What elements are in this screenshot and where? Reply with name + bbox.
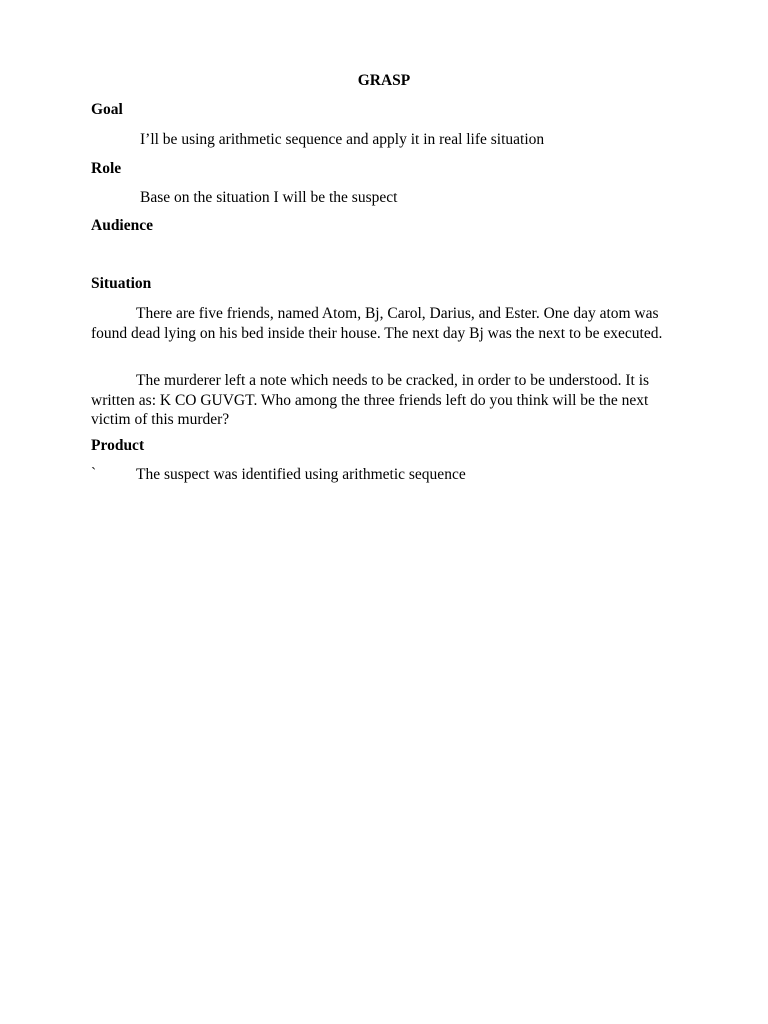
product-heading: Product (91, 437, 145, 454)
audience-heading: Audience (91, 217, 153, 234)
goal-heading: Goal (91, 101, 123, 118)
document-title: GRASP (357, 72, 411, 89)
goal-text: I’ll be using arithmetic sequence and apply it in real life situation (140, 131, 545, 148)
situation-paragraph-1: There are five friends, named Atom, Bj, Carol, Darius, and Ester. One day atom was found dead lying on his bed inside their house. The next day Bj was the next to be executed. (91, 305, 663, 342)
role-text: Base on the situation I will be the suspect (140, 189, 398, 206)
product-text: The suspect was identified using arithmetic sequence (136, 466, 466, 483)
product-mark: ` (91, 465, 97, 482)
situation-paragraph-2: The murderer left a note which needs to be cracked, in order to be understood. It is written as: K CO GUVGT. Who among the three friends left do you think will be the next victim of this murder? (91, 372, 650, 428)
role-heading: Role (91, 160, 122, 177)
situation-heading: Situation (91, 275, 152, 292)
